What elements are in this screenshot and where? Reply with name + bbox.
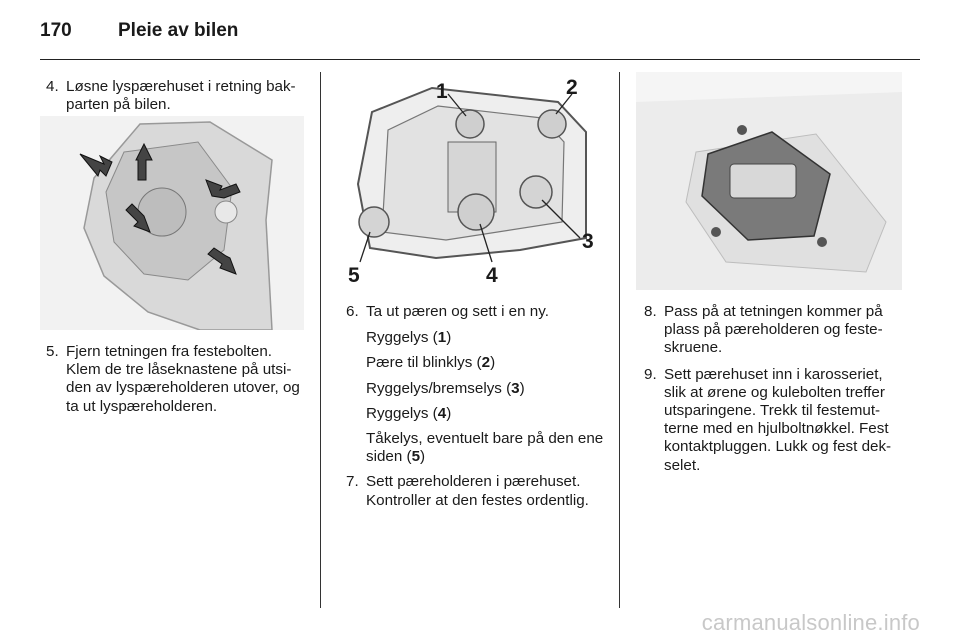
page-header <box>40 20 238 44</box>
watermark: carmanualsonline.info <box>701 610 920 635</box>
step-6: 6. Ta ut pæren og sett i en ny. <box>346 303 549 320</box>
column-3 <box>644 303 906 483</box>
bulb-item: Tåkelys, eventuelt bare på den ene siden (5) <box>366 430 604 466</box>
step-4: 4. Løsne lyspærehuset i retning bak-parten på bilen. <box>46 78 296 114</box>
callout-1: 1 <box>436 80 448 103</box>
step-8: 8. Pass på at tetningen kommer på plass på pæreholderen og feste-skruene. <box>644 303 883 357</box>
header-rule <box>40 59 920 60</box>
bulb-item: Pære til blinklys (2) <box>366 354 496 372</box>
column-1-lower <box>46 343 308 424</box>
bulb-item: Ryggelys/bremselys (3) <box>366 379 525 397</box>
step-5: 5. Fjern tetningen fra festebolten. Klem de tre låseknastene på utsi-den av lyspæreholderen utover, og ta ut lyspæreholderen. <box>46 343 300 415</box>
page-number: 170 <box>40 20 72 41</box>
page-title: Pleie av bilen <box>118 20 239 41</box>
bulb-holder-figure <box>336 72 604 290</box>
step-9: 9. Sett pærehuset inn i karosseriet, slik at ørene og kulebolten treffer utsparingene. Trekk til festemut-terne med en hjulboltnøkkel. Fest kontaktpluggen. Lukk og fest dek-selet. <box>644 365 892 474</box>
mounted-housing-figure <box>636 72 902 290</box>
bulb-item: Ryggelys (4) <box>366 404 452 422</box>
column-divider-1 <box>320 72 321 608</box>
column-2 <box>346 303 608 518</box>
step-7: 7. Sett pæreholderen i pærehuset. Kontroller at den festes ordentlig. <box>346 473 589 509</box>
bulb-item: Ryggelys (1) <box>366 329 452 347</box>
callout-4: 4 <box>486 264 498 287</box>
callout-3: 3 <box>582 230 594 253</box>
callout-5: 5 <box>348 264 360 287</box>
lamp-housing-figure <box>40 116 304 330</box>
callout-2: 2 <box>566 76 578 99</box>
column-divider-2 <box>619 72 620 608</box>
